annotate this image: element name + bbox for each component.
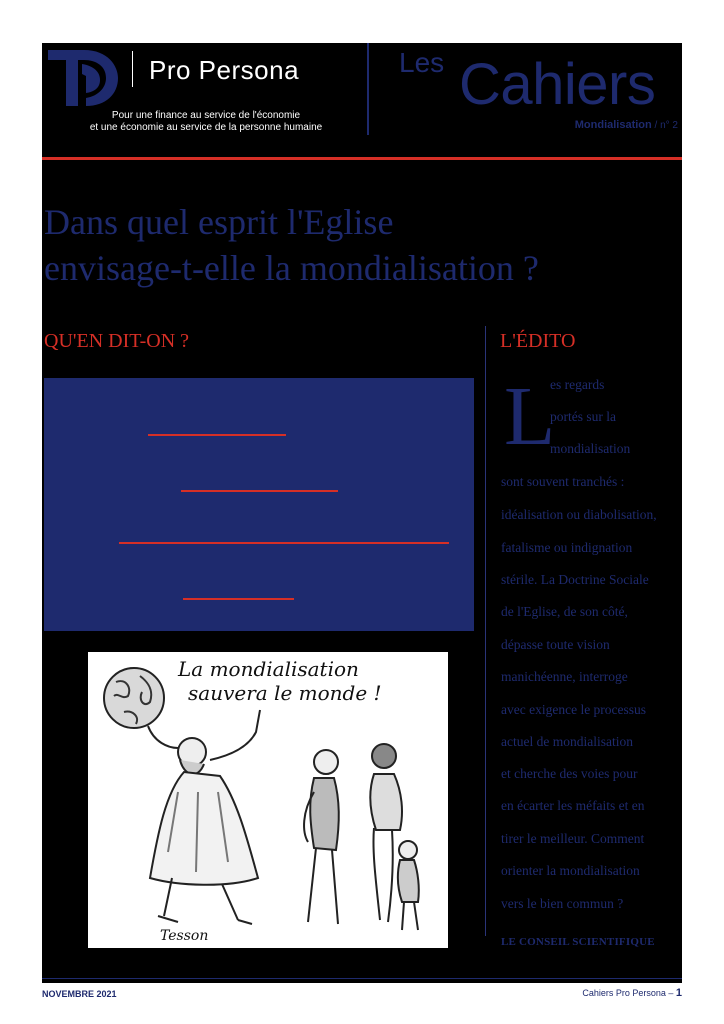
cartoon-drawing [88, 652, 448, 948]
edito-dropcap: L [504, 370, 556, 463]
issue-number: / n° 2 [651, 120, 678, 131]
globe-icon [104, 668, 164, 728]
footer-publication-name: Cahiers Pro Persona – [582, 988, 676, 998]
footer-rule [42, 978, 682, 979]
header-rule [42, 157, 682, 160]
cartoon-illustration [88, 652, 448, 948]
quote-underline [181, 490, 338, 492]
issue-label [575, 119, 678, 131]
edito-line: sont souvent tranchés : [501, 474, 625, 489]
pro-persona-logo-icon [46, 48, 120, 108]
cartoon-speech-line: La mondialisation [178, 657, 359, 681]
issue-topic: Mondialisation [574, 119, 652, 131]
edito-line: de l'Eglise, de son côté, [501, 604, 628, 619]
tagline-line: et une économie au service de la personne humaine [89, 122, 323, 133]
page-number: 1 [675, 987, 682, 999]
quote-underline [119, 542, 449, 544]
edito-line: portés sur la [550, 409, 616, 424]
brand-tagline [56, 110, 356, 134]
cartoon-signature: Tesson [160, 928, 209, 944]
man-figure-icon [304, 750, 339, 924]
edito-line: fatalisme ou indignation [501, 540, 633, 555]
title-line: Dans quel esprit l'Eglise [44, 202, 394, 242]
masthead-cahiers: Cahiers [459, 52, 656, 117]
edito-line: actuel de mondialisation [501, 734, 633, 749]
title-line: envisage-t-elle la mondialisation ? [44, 248, 539, 288]
quote-underline [183, 598, 294, 600]
edito-line: es regards [550, 377, 605, 392]
brand-name: Pro Persona [149, 55, 300, 85]
edito-line: manichéenne, interroge [501, 669, 628, 684]
edito-line: avec exigence le processus [501, 702, 647, 717]
cartoon-speech-line: sauvera le monde ! [188, 681, 382, 705]
edito-signature: LE CONSEIL SCIENTIFIQUE [501, 936, 655, 948]
column-divider [485, 326, 486, 936]
header-divider [367, 43, 369, 135]
section-heading-quen-dit-on: QU'EN DIT-ON ? [44, 330, 190, 352]
tagline-line: Pour une finance au service de l'économie [111, 110, 301, 121]
edito-line: orienter la mondialisation [501, 863, 640, 878]
document-page [42, 43, 682, 999]
edito-line: dépasse toute vision [501, 637, 610, 652]
edito-line: stérile. La Doctrine Sociale [501, 572, 649, 587]
page-title [44, 199, 680, 291]
edito-line: vers le bien commun ? [501, 896, 624, 911]
woman-figure-icon [370, 744, 402, 922]
section-heading-edito: L'ÉDITO [500, 330, 576, 352]
edito-line: idéalisation ou diabolisation, [501, 507, 657, 522]
edito-line: mondialisation [550, 441, 631, 456]
edito-line: et cherche des voies pour [501, 766, 638, 781]
prophet-figure-icon [148, 710, 260, 924]
child-figure-icon [398, 841, 419, 930]
quotes-box [44, 378, 474, 631]
masthead-les: Les [399, 47, 445, 78]
footer-publication [582, 987, 682, 999]
brand-divider [132, 51, 133, 87]
footer-date: NOVEMBRE 2021 [42, 989, 117, 999]
edito-line: tirer le meilleur. Comment [501, 831, 645, 846]
quote-underline [148, 434, 286, 436]
edito-line: en écarter les méfaits et en [501, 798, 645, 813]
